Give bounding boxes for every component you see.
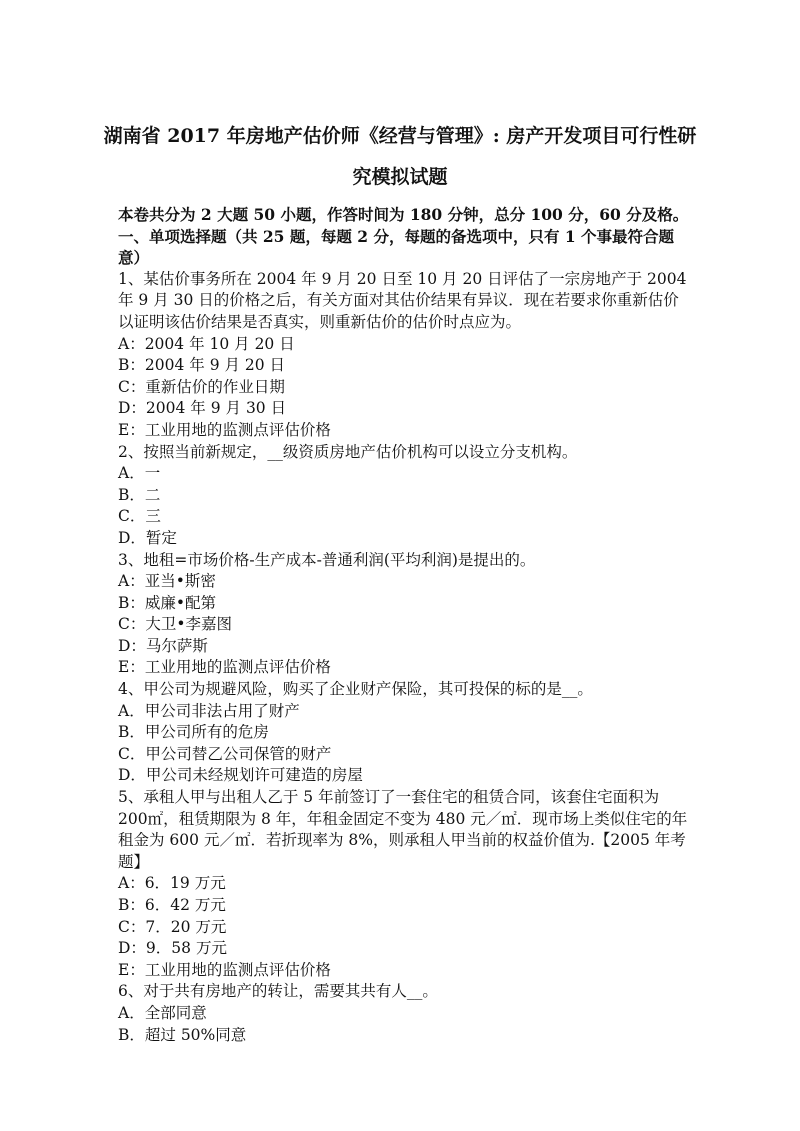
question-5-option-a: A：6．19 万元: [118, 874, 226, 893]
question-5-option-c: C：7．20 万元: [118, 917, 227, 936]
question-5-option-b: B：6．42 万元: [118, 896, 226, 914]
question-6: 6、对于共有房地产的转让，需要其共有人__。: [118, 982, 438, 1001]
question-5-option-d: D：9．58 万元: [118, 939, 227, 958]
document-title-line-2: 究模拟试题: [352, 166, 448, 188]
question-2-option-c: C．三: [118, 507, 161, 526]
question-3-option-b: B：威廉•配第: [118, 593, 217, 612]
question-3: 3、地租=市场价格-生产成本-普通利润(平均利润)是提出的。: [118, 550, 536, 569]
question-1-option-b: B：2004 年 9 月 20 日: [118, 356, 286, 375]
question-5: 5、承租人甲与出租人乙于 5 年前签订了一套住宅的租赁合同，该套住宅面积为 200㎡，租赁期限为 8 年，年租金固定不变为 480 元／㎡．现市场上类似住宅的年租金为 600 元／㎡．若折现率为 8%，则承租人甲当前的权益价值为.【2005 年考题】: [118, 788, 688, 871]
question-4: 4、甲公司为规避风险，购买了企业财产保险，其可投保的标的是__。: [118, 680, 593, 699]
question-3-option-a: A：亚当•斯密: [118, 572, 216, 591]
document-body: [118, 204, 688, 1046]
question-4-option-d: D．甲公司未经规划许可建造的房屋: [118, 766, 363, 785]
question-6-option-b: B．超过 50%同意: [118, 1025, 247, 1044]
document-title-line-1: 湖南省 2017 年房地产估价师《经营与管理》: 房产开发项目可行性研: [103, 125, 697, 147]
section-heading: 一、单项选择题（共 25 题，每题 2 分，每题的备选项中，只有 1 个事最符合题意）: [118, 226, 675, 268]
question-5-option-e: E：工业用地的监测点评估价格: [118, 960, 331, 979]
question-2-option-d: D．暂定: [118, 528, 177, 547]
question-3-option-d: D：马尔萨斯: [118, 636, 208, 655]
question-6-option-a: A．全部同意: [118, 1003, 207, 1022]
question-1-option-c: C：重新估价的作业日期: [118, 377, 285, 396]
question-1: 1、某估价事务所在 2004 年 9 月 20 日至 10 月 20 日评估了一宗房地产于 2004 年 9 月 30 日的价格之后，有关方面对其估价结果有异议．现在若要求你重新估价以证明该估价结果是否真实，则重新估价的估价时点应为。: [118, 269, 687, 331]
question-4-option-c: C．甲公司替乙公司保管的财产: [118, 744, 332, 763]
question-4-option-a: A．甲公司非法占用了财产: [118, 701, 300, 720]
question-4-option-b: B．甲公司所有的危房: [118, 723, 269, 742]
question-1-option-e: E：工业用地的监测点评估价格: [118, 420, 331, 439]
exam-intro: 本卷共分为 2 大题 50 小题，作答时间为 180 分钟，总分 100 分，60 分及格。: [118, 205, 689, 224]
question-2-option-b: B．二: [118, 485, 161, 504]
question-3-option-e: E：工业用地的监测点评估价格: [118, 658, 331, 677]
question-1-option-d: D：2004 年 9 月 30 日: [118, 399, 287, 418]
question-1-option-a: A：2004 年 10 月 20 日: [118, 334, 295, 353]
question-2: 2、按照当前新规定，__级资质房地产估价机构可以设立分支机构。: [118, 442, 578, 461]
question-3-option-c: C：大卫•李嘉图: [118, 615, 233, 634]
question-2-option-a: A．一: [118, 464, 161, 483]
